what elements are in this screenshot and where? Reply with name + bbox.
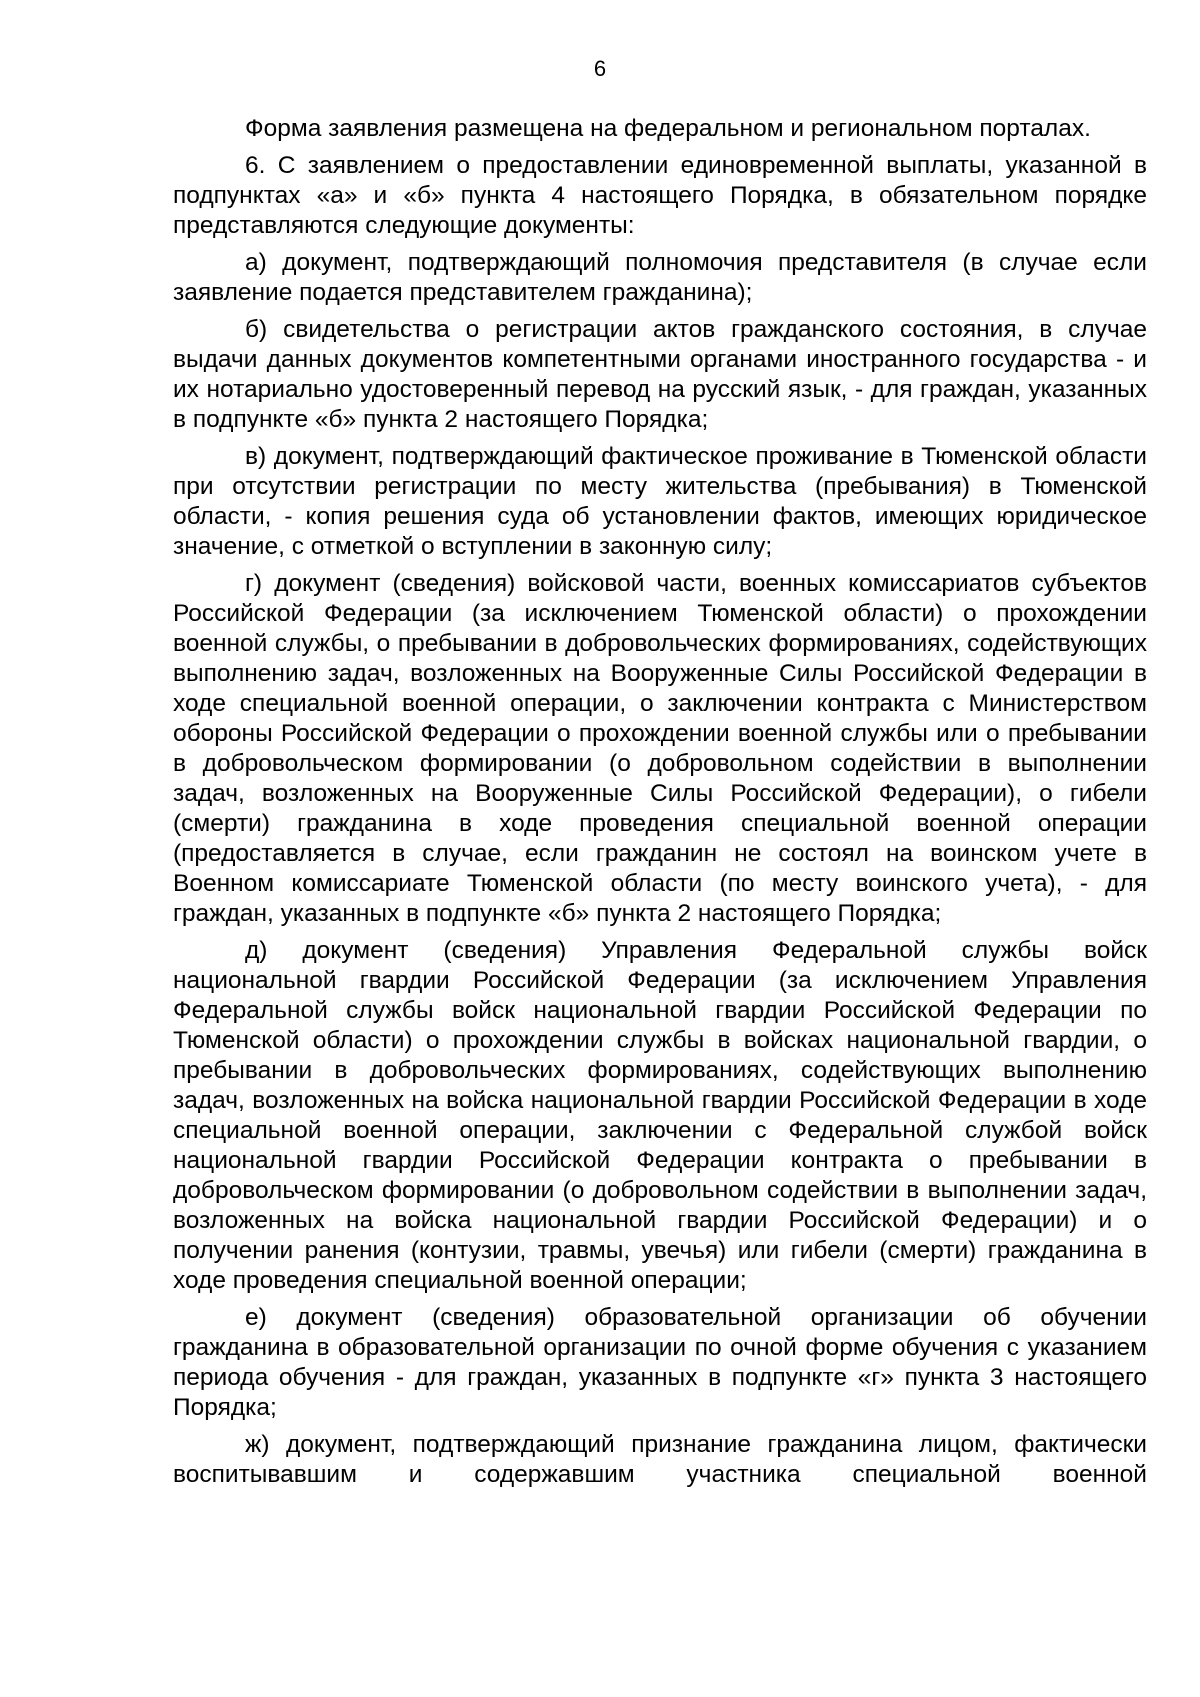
document-body <box>173 114 1147 1497</box>
paragraph-form-note: Форма заявления размещена на федеральном и региональном порталах. <box>245 115 1091 142</box>
paragraph-subitem-e: е) документ (сведения) образовательной организации об обучении гражданина в образовательной организации по очной форме обучения с указанием периода обучения - для граждан, указанных в подпункте «г» пункта 3 настоящего Порядка; <box>173 1304 1147 1421</box>
paragraph-subitem-g: г) документ (сведения) войсковой части, военных комиссариатов субъектов Российской Федерации (за исключением Тюменской области) о прохождении военной службы, о пребывании в добровольческих формированиях, содействующих выполнению задач, возложенных на Вооруженные Силы Российской Федерации в ходе специальной военной операции, о заключении контракта с Министерством обороны Российской Федерации о прохождении военной службы или о пребывании в добровольческом формировании (о добровольном содействии в выполнении задач, возложенных на Вооруженные Силы Российской Федерации), о гибели (смерти) гражданина в ходе проведения специальной военной операции (предоставляется в случае, если гражданин не состоял на воинском учете в Военном комиссариате Тюменской области (по месту воинского учета), - для граждан, указанных в подпункте «б» пункта 2 настоящего Порядка; <box>173 570 1147 927</box>
paragraph-subitem-b: б) свидетельства о регистрации актов гражданского состояния, в случае выдачи данных документов компетентными органами иностранного государства - и их нотариально удостоверенный перевод на русский язык, - для граждан, указанных в подпункте «б» пункта 2 настоящего Порядка; <box>173 316 1147 433</box>
paragraph-item-6: 6. С заявлением о предоставлении единовременной выплаты, указанной в подпунктах «а» и «б» пункта 4 настоящего Порядка, в обязательном порядке представляются следующие документы: <box>173 152 1147 239</box>
paragraph-subitem-d: д) документ (сведения) Управления Федеральной службы войск национальной гвардии Российской Федерации (за исключением Управления Федеральной службы войск национальной гвардии Российской Федерации по Тюменской области) о прохождении службы в войсках национальной гвардии, о пребывании в добровольческих формированиях, содействующих выполнению задач, возложенных на войска национальной гвардии Российской Федерации в ходе специальной военной операции, заключении с Федеральной службой войск национальной гвардии Российской Федерации контракта о пребывании в добровольческом формировании (о добровольном содействии в выполнении задач, возложенных на войска национальной гвардии Российской Федерации) и о получении ранения (контузии, травмы, увечья) или гибели (смерти) гражданина в ходе проведения специальной военной операции; <box>173 937 1147 1294</box>
paragraph-subitem-a: а) документ, подтверждающий полномочия представителя (в случае если заявление подается представителем гражданина); <box>173 249 1147 306</box>
paragraph-subitem-v: в) документ, подтверждающий фактическое проживание в Тюменской области при отсутствии регистрации по месту жительства (пребывания) в Тюменской области, - копия решения суда об установлении фактов, имеющих юридическое значение, с отметкой о вступлении в законную силу; <box>173 443 1147 560</box>
page-number: 6 <box>593 56 607 81</box>
paragraph-subitem-zh: ж) документ, подтверждающий признание гражданина лицом, фактически воспитывавшим и содержавшим участника специальной военной <box>173 1431 1147 1488</box>
